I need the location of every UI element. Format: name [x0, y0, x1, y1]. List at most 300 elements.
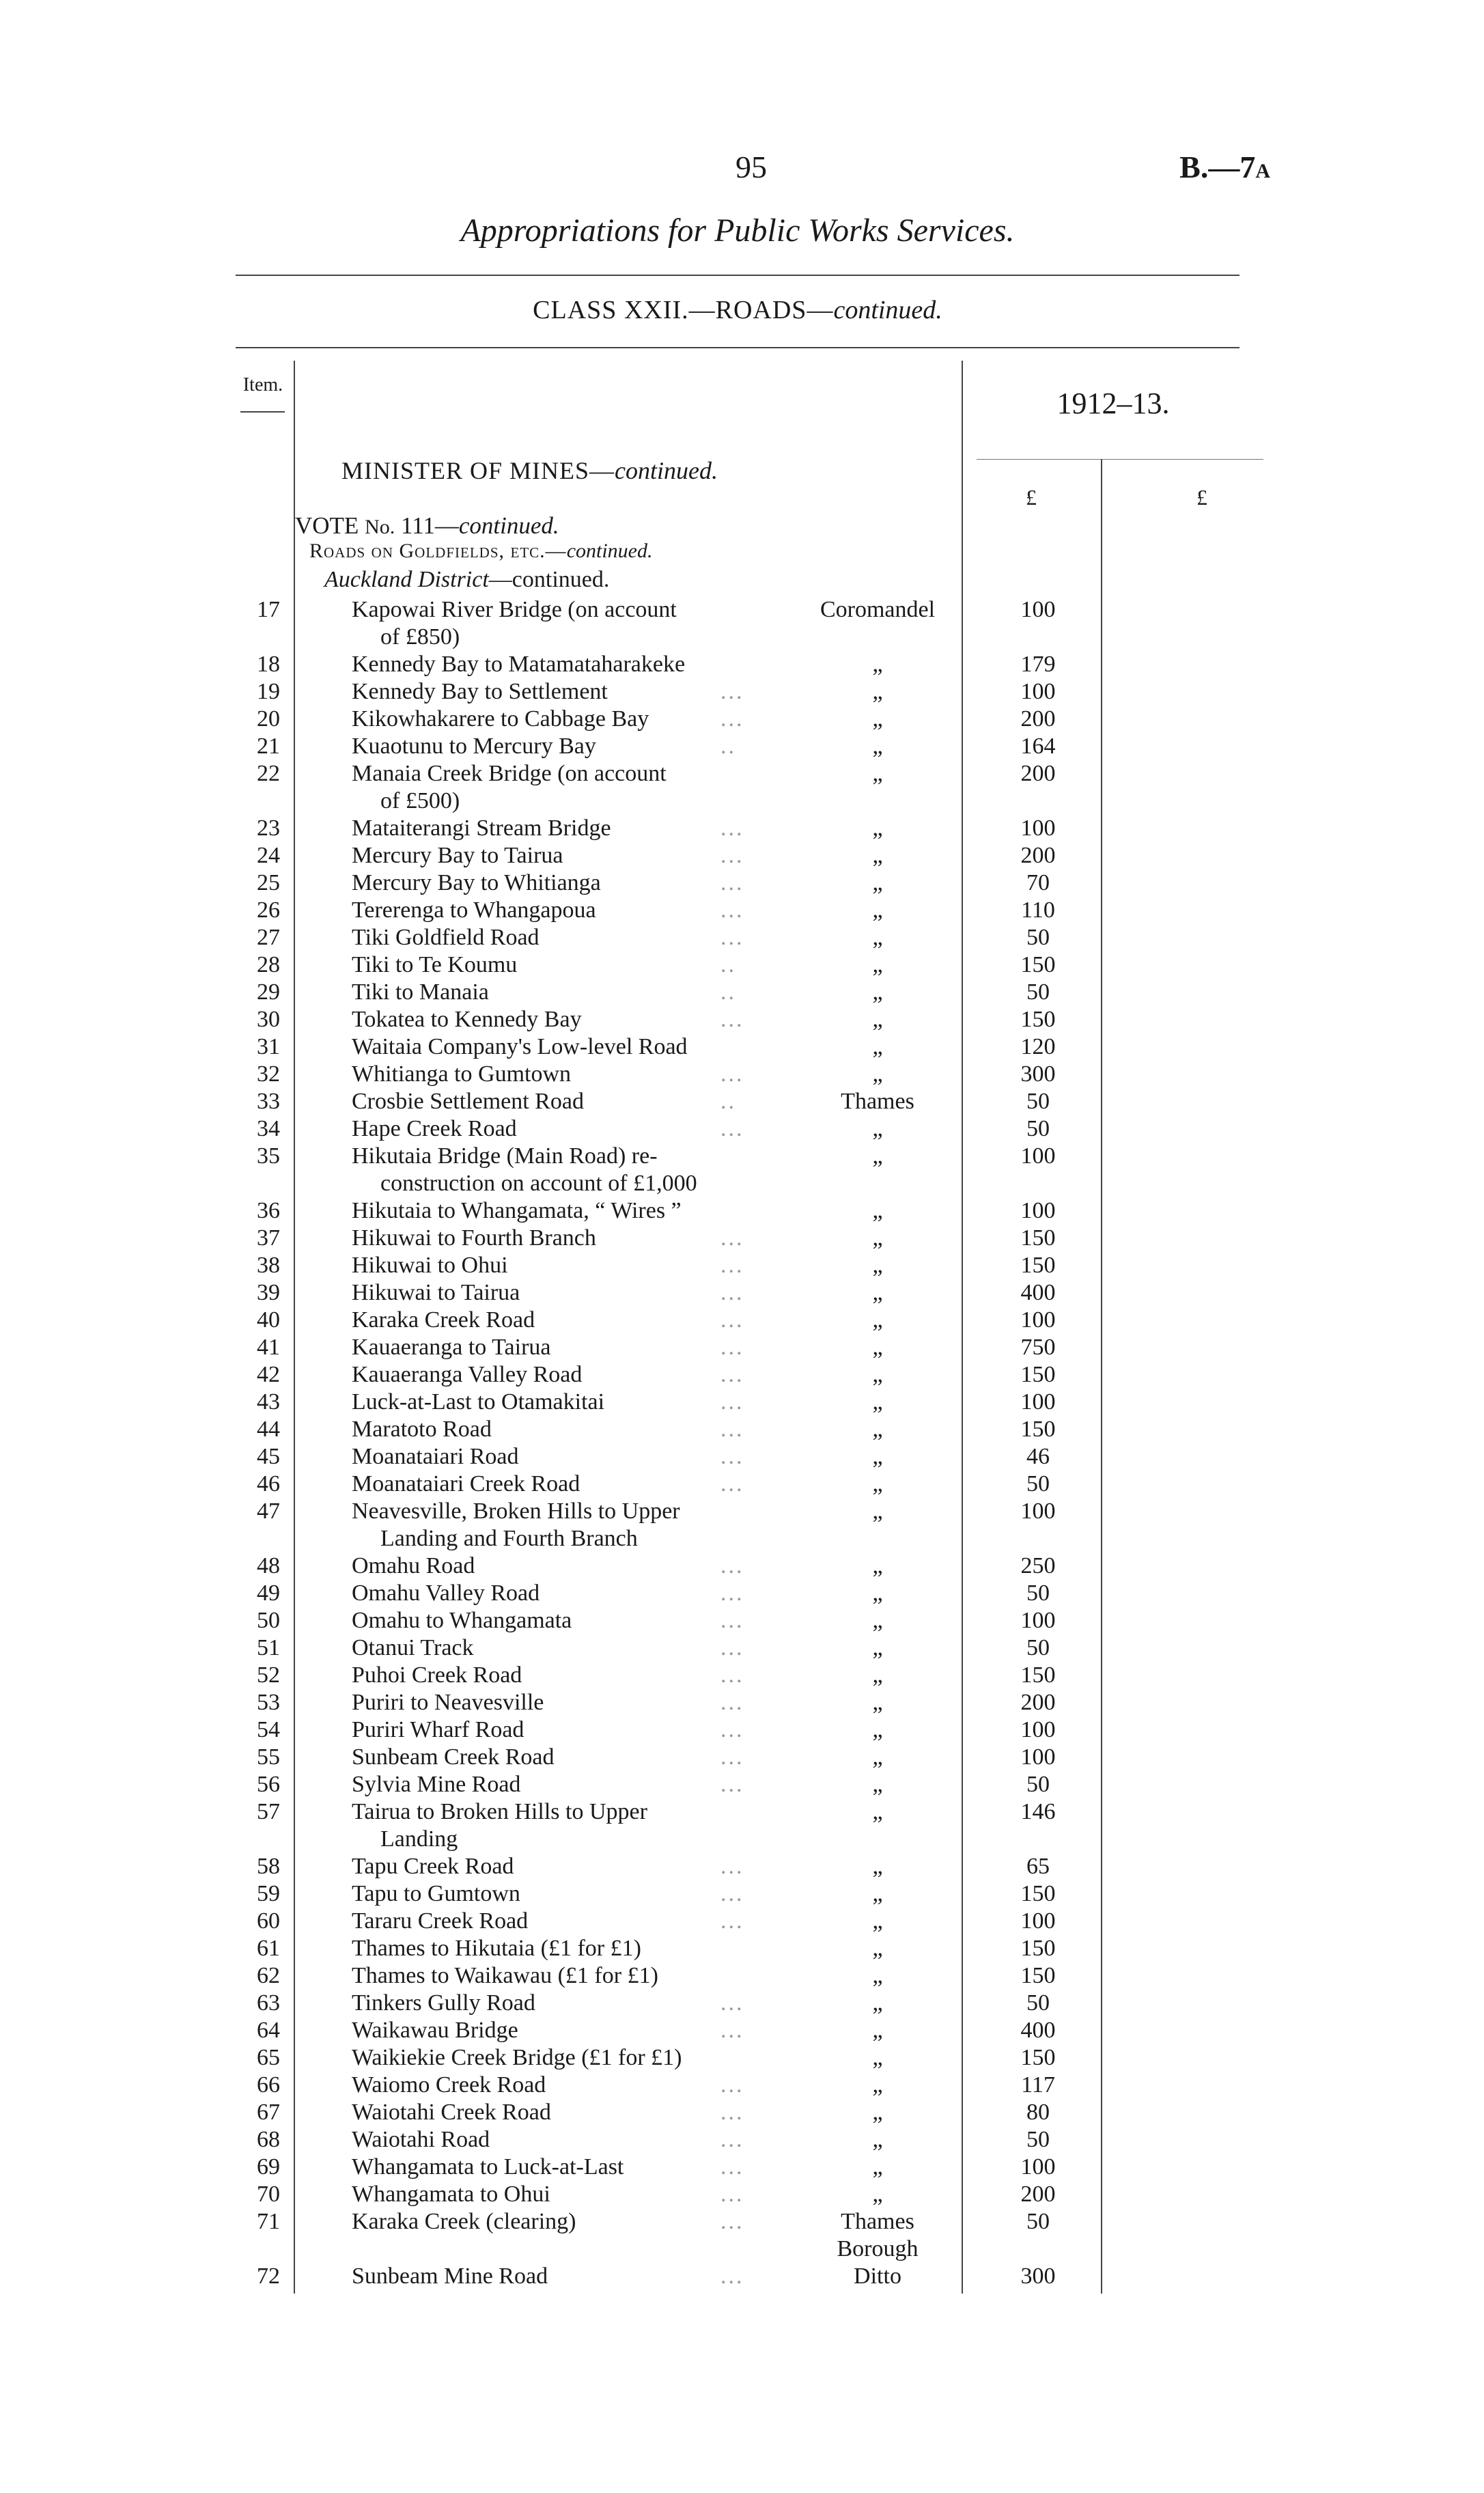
- work-name: [352, 979, 772, 1006]
- electoral-district: [799, 1389, 956, 1416]
- work-name-text: Tapu Creek Road: [352, 1854, 514, 1879]
- electoral-district: [799, 1962, 956, 1990]
- item-number: 40: [257, 1307, 280, 1333]
- amount: 50: [1026, 979, 1050, 1005]
- electoral-district: [799, 1252, 956, 1279]
- work-name: [352, 1853, 772, 1880]
- item-number: 32: [257, 1061, 280, 1087]
- work-name-text: Waikiekie Creek Bridge (£1 for £1): [352, 2045, 682, 2070]
- leader-dots: ...: [720, 2018, 744, 2043]
- amount: 100: [1020, 1143, 1056, 1169]
- work-name-text: Tiki to Manaia: [352, 979, 489, 1005]
- district-text: „: [872, 816, 883, 841]
- district-text: „: [872, 1143, 883, 1169]
- work-name-text: Mercury Bay to Tairua: [352, 843, 563, 868]
- work-name-text: Kapowai River Bridge (on account: [352, 597, 677, 622]
- item-number: 28: [257, 952, 280, 977]
- work-name-text: Maratoto Road: [352, 1417, 492, 1442]
- work-name: [352, 1416, 772, 1443]
- work-name-text: Hikuwai to Tairua: [352, 1280, 520, 1305]
- district-text: „: [872, 1662, 883, 1688]
- district-text: „: [872, 1744, 883, 1770]
- leader-dots: ..: [720, 734, 736, 759]
- district-text: Coromandel: [820, 597, 936, 622]
- electoral-district: [799, 842, 956, 869]
- leader-dots: ...: [720, 2127, 744, 2152]
- item-number: 29: [257, 979, 280, 1005]
- work-name-text: Neavesville, Broken Hills to Upper: [352, 1499, 680, 1524]
- amount: 46: [1026, 1444, 1050, 1469]
- work-name-continued: of £500): [380, 788, 460, 813]
- work-name-text: Moanataiari Road: [352, 1444, 519, 1469]
- work-name-text: Omahu to Whangamata: [352, 1608, 572, 1633]
- work-name: [352, 1361, 772, 1389]
- doc-ref-sub: A: [1255, 160, 1270, 182]
- doc-ref-main: B.—7: [1179, 150, 1256, 184]
- amount: 179: [1020, 652, 1056, 677]
- leader-dots: ...: [720, 1717, 744, 1742]
- amount: 200: [1020, 1690, 1056, 1715]
- leader-dots: ...: [720, 1362, 744, 1387]
- item-number: 70: [257, 2182, 280, 2207]
- work-name: [352, 815, 772, 842]
- district-text: „: [872, 952, 883, 977]
- work-name-text: Waitaia Company's Low-level Road: [352, 1034, 688, 1059]
- leader-dots: ...: [720, 843, 744, 868]
- work-name-text: Tararu Creek Road: [352, 1908, 529, 1934]
- page-number: 95: [736, 150, 767, 184]
- leader-dots: ...: [720, 1744, 744, 1770]
- work-name-text: Hape Creek Road: [352, 1116, 517, 1141]
- item-number: 64: [257, 2018, 280, 2043]
- district-text: „: [872, 1881, 883, 1906]
- item-number: 18: [257, 652, 280, 677]
- class-suffix: continued.: [833, 296, 942, 324]
- electoral-district: [799, 1990, 956, 2017]
- work-name: [352, 2208, 772, 2236]
- item-number: 62: [257, 1963, 280, 1988]
- leader-dots: ...: [720, 1908, 744, 1934]
- item-number: 42: [257, 1362, 280, 1387]
- item-number: 67: [257, 2100, 280, 2125]
- leader-dots: ...: [720, 1690, 744, 1715]
- amount: 50: [1026, 2127, 1050, 2152]
- electoral-district: [799, 1798, 956, 1826]
- work-name-text: Kennedy Bay to Settlement: [352, 679, 608, 704]
- work-name: [352, 1225, 772, 1252]
- leader-dots: ...: [720, 2209, 744, 2234]
- leader-dots: ...: [720, 2182, 744, 2207]
- district-text: „: [872, 1335, 883, 1360]
- district-text: „: [872, 925, 883, 950]
- district-text: „: [872, 1417, 883, 1442]
- work-name-text: Omahu Valley Road: [352, 1580, 540, 1606]
- electoral-district: [799, 2099, 956, 2126]
- work-name-text: Waikawau Bridge: [352, 2018, 518, 2043]
- leader-dots: ...: [720, 679, 744, 704]
- work-name-text: Tapu to Gumtown: [352, 1881, 520, 1906]
- roads-suffix: continued.: [566, 540, 653, 562]
- work-name: [352, 1061, 772, 1088]
- leader-dots: ..: [720, 952, 736, 977]
- item-number: 22: [257, 761, 280, 786]
- work-name-text: Manaia Creek Bridge (on account: [352, 761, 667, 786]
- amount: 50: [1026, 1635, 1050, 1660]
- work-name: [352, 1006, 772, 1033]
- work-name-text: Tokatea to Kennedy Bay: [352, 1007, 582, 1032]
- work-name-text: Tairua to Broken Hills to Upper: [352, 1799, 647, 1824]
- district-text: „: [872, 1389, 883, 1415]
- electoral-district: [799, 1143, 956, 1170]
- item-number: 44: [257, 1417, 280, 1442]
- work-name: [352, 2072, 772, 2099]
- item-number: 59: [257, 1881, 280, 1906]
- electoral-district: [799, 1580, 956, 1607]
- work-name: [352, 897, 772, 924]
- work-name: [352, 2181, 772, 2208]
- amount: 150: [1020, 1362, 1056, 1387]
- leader-dots: ...: [720, 1307, 744, 1333]
- amount: 100: [1020, 1744, 1056, 1770]
- leader-dots: ...: [720, 1253, 744, 1278]
- item-number: 57: [257, 1799, 280, 1824]
- district-text: „: [872, 734, 883, 759]
- year-column-header: 1912–13.: [1056, 387, 1170, 420]
- work-name-text: Kennedy Bay to Matamataharakeke: [352, 652, 686, 677]
- work-name: [352, 2044, 772, 2072]
- electoral-district: [799, 2208, 956, 2263]
- electoral-district: [799, 733, 956, 760]
- work-name-text: Crosbie Settlement Road: [352, 1089, 584, 1114]
- item-number: 27: [257, 925, 280, 950]
- district-text: „: [872, 1499, 883, 1524]
- amount: 100: [1020, 1389, 1056, 1415]
- item-column-header: Item.: [242, 374, 283, 395]
- item-number: 17: [257, 597, 280, 622]
- district-text: „: [872, 1553, 883, 1578]
- electoral-district: [799, 596, 956, 624]
- work-name-text: Tiki Goldfield Road: [352, 925, 540, 950]
- item-number: 56: [257, 1772, 280, 1797]
- work-name: [352, 1744, 772, 1771]
- district-text: „: [872, 2072, 883, 2098]
- electoral-district: [799, 979, 956, 1006]
- item-number: 71: [257, 2209, 280, 2234]
- work-name: [352, 1580, 772, 1607]
- leader-dots: ...: [720, 1635, 744, 1660]
- work-name: [352, 2017, 772, 2044]
- work-name: [352, 1307, 772, 1334]
- page-title: Appropriations for Public Works Services.: [460, 212, 1015, 249]
- item-number: 47: [257, 1499, 280, 1524]
- amount: 50: [1026, 1772, 1050, 1797]
- work-name-text: Whitianga to Gumtown: [352, 1061, 572, 1087]
- minister-suffix: continued.: [615, 457, 718, 484]
- work-name-text: Hikuwai to Ohui: [352, 1253, 508, 1278]
- work-name-text: Sunbeam Mine Road: [352, 2264, 548, 2289]
- vote-prefix: VOTE: [295, 512, 365, 539]
- work-name-text: Kauaeranga to Tairua: [352, 1335, 551, 1360]
- item-number: 43: [257, 1389, 280, 1415]
- work-name-text: Tererenga to Whangapoua: [352, 897, 596, 923]
- district-text: „: [872, 679, 883, 704]
- district-prefix: Auckland District: [324, 567, 489, 592]
- district-text: „: [872, 1116, 883, 1141]
- amount: 50: [1026, 1089, 1050, 1114]
- amount: 150: [1020, 2045, 1056, 2070]
- work-name: [352, 1962, 772, 1990]
- electoral-district: [799, 2017, 956, 2044]
- work-name: [352, 596, 772, 651]
- electoral-district: [799, 815, 956, 842]
- work-name: [352, 1115, 772, 1143]
- item-number: 26: [257, 897, 280, 923]
- district-text: „: [872, 2154, 883, 2179]
- work-name-text: Mataiterangi Stream Bridge: [352, 816, 611, 841]
- work-name-text: Waiotahi Road: [352, 2127, 490, 2152]
- work-name: [352, 1088, 772, 1115]
- electoral-district: [799, 1471, 956, 1498]
- amount: 120: [1020, 1034, 1056, 1059]
- amount: 164: [1020, 734, 1056, 759]
- amount: 150: [1020, 1225, 1056, 1251]
- work-name: [352, 1798, 772, 1853]
- leader-dots: ...: [720, 1225, 744, 1251]
- work-name: [352, 2126, 772, 2154]
- district-text: „: [872, 1963, 883, 1988]
- electoral-district: [799, 1279, 956, 1307]
- work-name-continued: Landing: [380, 1826, 458, 1852]
- work-name: [352, 1771, 772, 1798]
- amount: 300: [1020, 1061, 1056, 1087]
- electoral-district: [799, 1744, 956, 1771]
- item-number: 52: [257, 1662, 280, 1688]
- amount: 70: [1026, 870, 1050, 895]
- leader-dots: ...: [720, 2264, 744, 2289]
- amount: 150: [1020, 1881, 1056, 1906]
- district-text: „: [872, 2127, 883, 2152]
- item-number: 19: [257, 679, 280, 704]
- work-name: [352, 842, 772, 869]
- work-name: [352, 2154, 772, 2181]
- item-number: 45: [257, 1444, 280, 1469]
- electoral-district: [799, 1607, 956, 1634]
- item-number: 34: [257, 1116, 280, 1141]
- district-text: „: [872, 1034, 883, 1059]
- district-text: „: [872, 843, 883, 868]
- electoral-district: [799, 1443, 956, 1471]
- work-name-text: Hikuwai to Fourth Branch: [352, 1225, 596, 1251]
- district-text: „: [872, 1799, 883, 1824]
- item-number: 24: [257, 843, 280, 868]
- leader-dots: ...: [720, 1990, 744, 2016]
- amount: 100: [1020, 1717, 1056, 1742]
- amount: 80: [1026, 2100, 1050, 2125]
- electoral-district: [799, 1006, 956, 1033]
- leader-dots: ...: [720, 870, 744, 895]
- amount: 150: [1020, 1936, 1056, 1961]
- electoral-district: [799, 706, 956, 733]
- work-name: [352, 760, 772, 815]
- work-name-text: Whangamata to Luck-at-Last: [352, 2154, 624, 2179]
- work-name: [352, 1389, 772, 1416]
- leader-dots: ...: [720, 2100, 744, 2125]
- amount: 100: [1020, 1198, 1056, 1223]
- district-text: „: [872, 2182, 883, 2207]
- district-text: „: [872, 1307, 883, 1333]
- work-name: [352, 924, 772, 951]
- work-name-text: Thames to Waikawau (£1 for £1): [352, 1963, 658, 1988]
- work-name: [352, 951, 772, 979]
- work-name-continued: of £850): [380, 624, 460, 650]
- amount: 50: [1026, 2209, 1050, 2234]
- work-name-text: Luck-at-Last to Otamakitai: [352, 1389, 605, 1415]
- district-text: „: [872, 870, 883, 895]
- leader-dots: ...: [720, 2154, 744, 2179]
- district-text: „: [872, 2100, 883, 2125]
- amount: 50: [1026, 1580, 1050, 1606]
- work-name: [352, 1334, 772, 1361]
- work-name: [352, 1662, 772, 1689]
- electoral-district: [799, 678, 956, 706]
- leader-dots: ...: [720, 1444, 744, 1469]
- work-name: [352, 678, 772, 706]
- work-name-text: Hikutaia to Whangamata, “ Wires ”: [352, 1198, 682, 1223]
- item-number: 33: [257, 1089, 280, 1114]
- item-number: 65: [257, 2045, 280, 2070]
- district-text: „: [872, 1444, 883, 1469]
- item-number: 55: [257, 1744, 280, 1770]
- work-name: [352, 1498, 772, 1552]
- amount: 400: [1020, 2018, 1056, 2043]
- electoral-district: [799, 1416, 956, 1443]
- item-number: 23: [257, 816, 280, 841]
- district-text: Thames: [841, 1089, 914, 1114]
- leader-dots: ...: [720, 1116, 744, 1141]
- electoral-district: [799, 1334, 956, 1361]
- work-name-text: Thames to Hikutaia (£1 for £1): [352, 1936, 641, 1961]
- work-name: [352, 706, 772, 733]
- district-text: „: [872, 1772, 883, 1797]
- amount: 200: [1020, 2182, 1056, 2207]
- district-text: „: [872, 1007, 883, 1032]
- work-name: [352, 1471, 772, 1498]
- amount: 150: [1020, 1662, 1056, 1688]
- electoral-district: [799, 1771, 956, 1798]
- leader-dots: ...: [720, 1061, 744, 1087]
- amount: 110: [1021, 897, 1055, 923]
- work-name: [352, 1552, 772, 1580]
- work-name-text: Karaka Creek (clearing): [352, 2209, 576, 2234]
- district-text: „: [872, 1635, 883, 1660]
- work-name-text: Puhoi Creek Road: [352, 1662, 522, 1688]
- district-text: „: [872, 1280, 883, 1305]
- district-text: Thames: [841, 2209, 914, 2234]
- amount: 200: [1020, 706, 1056, 732]
- leader-dots: ...: [720, 1854, 744, 1879]
- leader-dots: ...: [720, 2072, 744, 2098]
- roads-prefix: Roads on Goldfields, etc.—: [309, 540, 567, 562]
- work-name-text: Otanui Track: [352, 1635, 474, 1660]
- work-name-text: Omahu Road: [352, 1553, 475, 1578]
- amount: 150: [1020, 1417, 1056, 1442]
- work-name-text: Puriri Wharf Road: [352, 1717, 524, 1742]
- amount: 50: [1026, 1116, 1050, 1141]
- electoral-district: [799, 869, 956, 897]
- vote-number: 111—: [395, 512, 459, 539]
- work-name-continued: Landing and Fourth Branch: [380, 1526, 638, 1551]
- work-name: [352, 1197, 772, 1225]
- work-name: [352, 1716, 772, 1744]
- item-number: 51: [257, 1635, 280, 1660]
- district-text: „: [872, 1198, 883, 1223]
- work-name: [352, 1990, 772, 2017]
- work-name: [352, 733, 772, 760]
- district-text-continued: Borough: [837, 2236, 919, 2261]
- item-number: 53: [257, 1690, 280, 1715]
- amount: 200: [1020, 761, 1056, 786]
- district-text: „: [872, 979, 883, 1005]
- work-name-text: Sylvia Mine Road: [352, 1772, 521, 1797]
- leader-dots: ...: [720, 1007, 744, 1032]
- amount: 150: [1020, 1253, 1056, 1278]
- electoral-district: [799, 1935, 956, 1962]
- district-text: „: [872, 1253, 883, 1278]
- leader-dots: ...: [720, 1580, 744, 1606]
- amount: 750: [1020, 1335, 1056, 1360]
- electoral-district: [799, 1880, 956, 1908]
- amount: 100: [1020, 2154, 1056, 2179]
- amount: 100: [1020, 1499, 1056, 1524]
- work-name: [352, 1279, 772, 1307]
- district-text: „: [872, 1690, 883, 1715]
- work-name: [352, 1607, 772, 1634]
- electoral-district: [799, 2181, 956, 2208]
- item-number: 35: [257, 1143, 280, 1169]
- work-name-text: Mercury Bay to Whitianga: [352, 870, 601, 895]
- work-name-text: Puriri to Neavesville: [352, 1690, 544, 1715]
- electoral-district: [799, 1361, 956, 1389]
- amount: 100: [1020, 1608, 1056, 1633]
- leader-dots: ...: [720, 706, 744, 732]
- item-number: 20: [257, 706, 280, 732]
- work-name-text: Whangamata to Ohui: [352, 2182, 550, 2207]
- district-text: „: [872, 1854, 883, 1879]
- electoral-district: [799, 1115, 956, 1143]
- leader-dots: ...: [720, 1662, 744, 1688]
- amount: 300: [1020, 2264, 1056, 2289]
- district-text: „: [872, 2045, 883, 2070]
- work-name-text: Waiotahi Creek Road: [352, 2100, 551, 2125]
- item-number: 69: [257, 2154, 280, 2179]
- amount: 50: [1026, 925, 1050, 950]
- item-number: 36: [257, 1198, 280, 1223]
- work-name: [352, 2099, 772, 2126]
- district-text: „: [872, 706, 883, 732]
- leader-dots: ...: [720, 1280, 744, 1305]
- district-text: „: [872, 1908, 883, 1934]
- leader-dots: ..: [720, 979, 736, 1005]
- amount: 50: [1026, 1990, 1050, 2016]
- amount: 100: [1020, 679, 1056, 704]
- work-name: [352, 1634, 772, 1662]
- amount: 200: [1020, 843, 1056, 868]
- amount: 150: [1020, 1963, 1056, 1988]
- item-number: 61: [257, 1936, 280, 1961]
- electoral-district: [799, 1307, 956, 1334]
- electoral-district: [799, 1662, 956, 1689]
- currency-label-1: £: [1026, 485, 1037, 510]
